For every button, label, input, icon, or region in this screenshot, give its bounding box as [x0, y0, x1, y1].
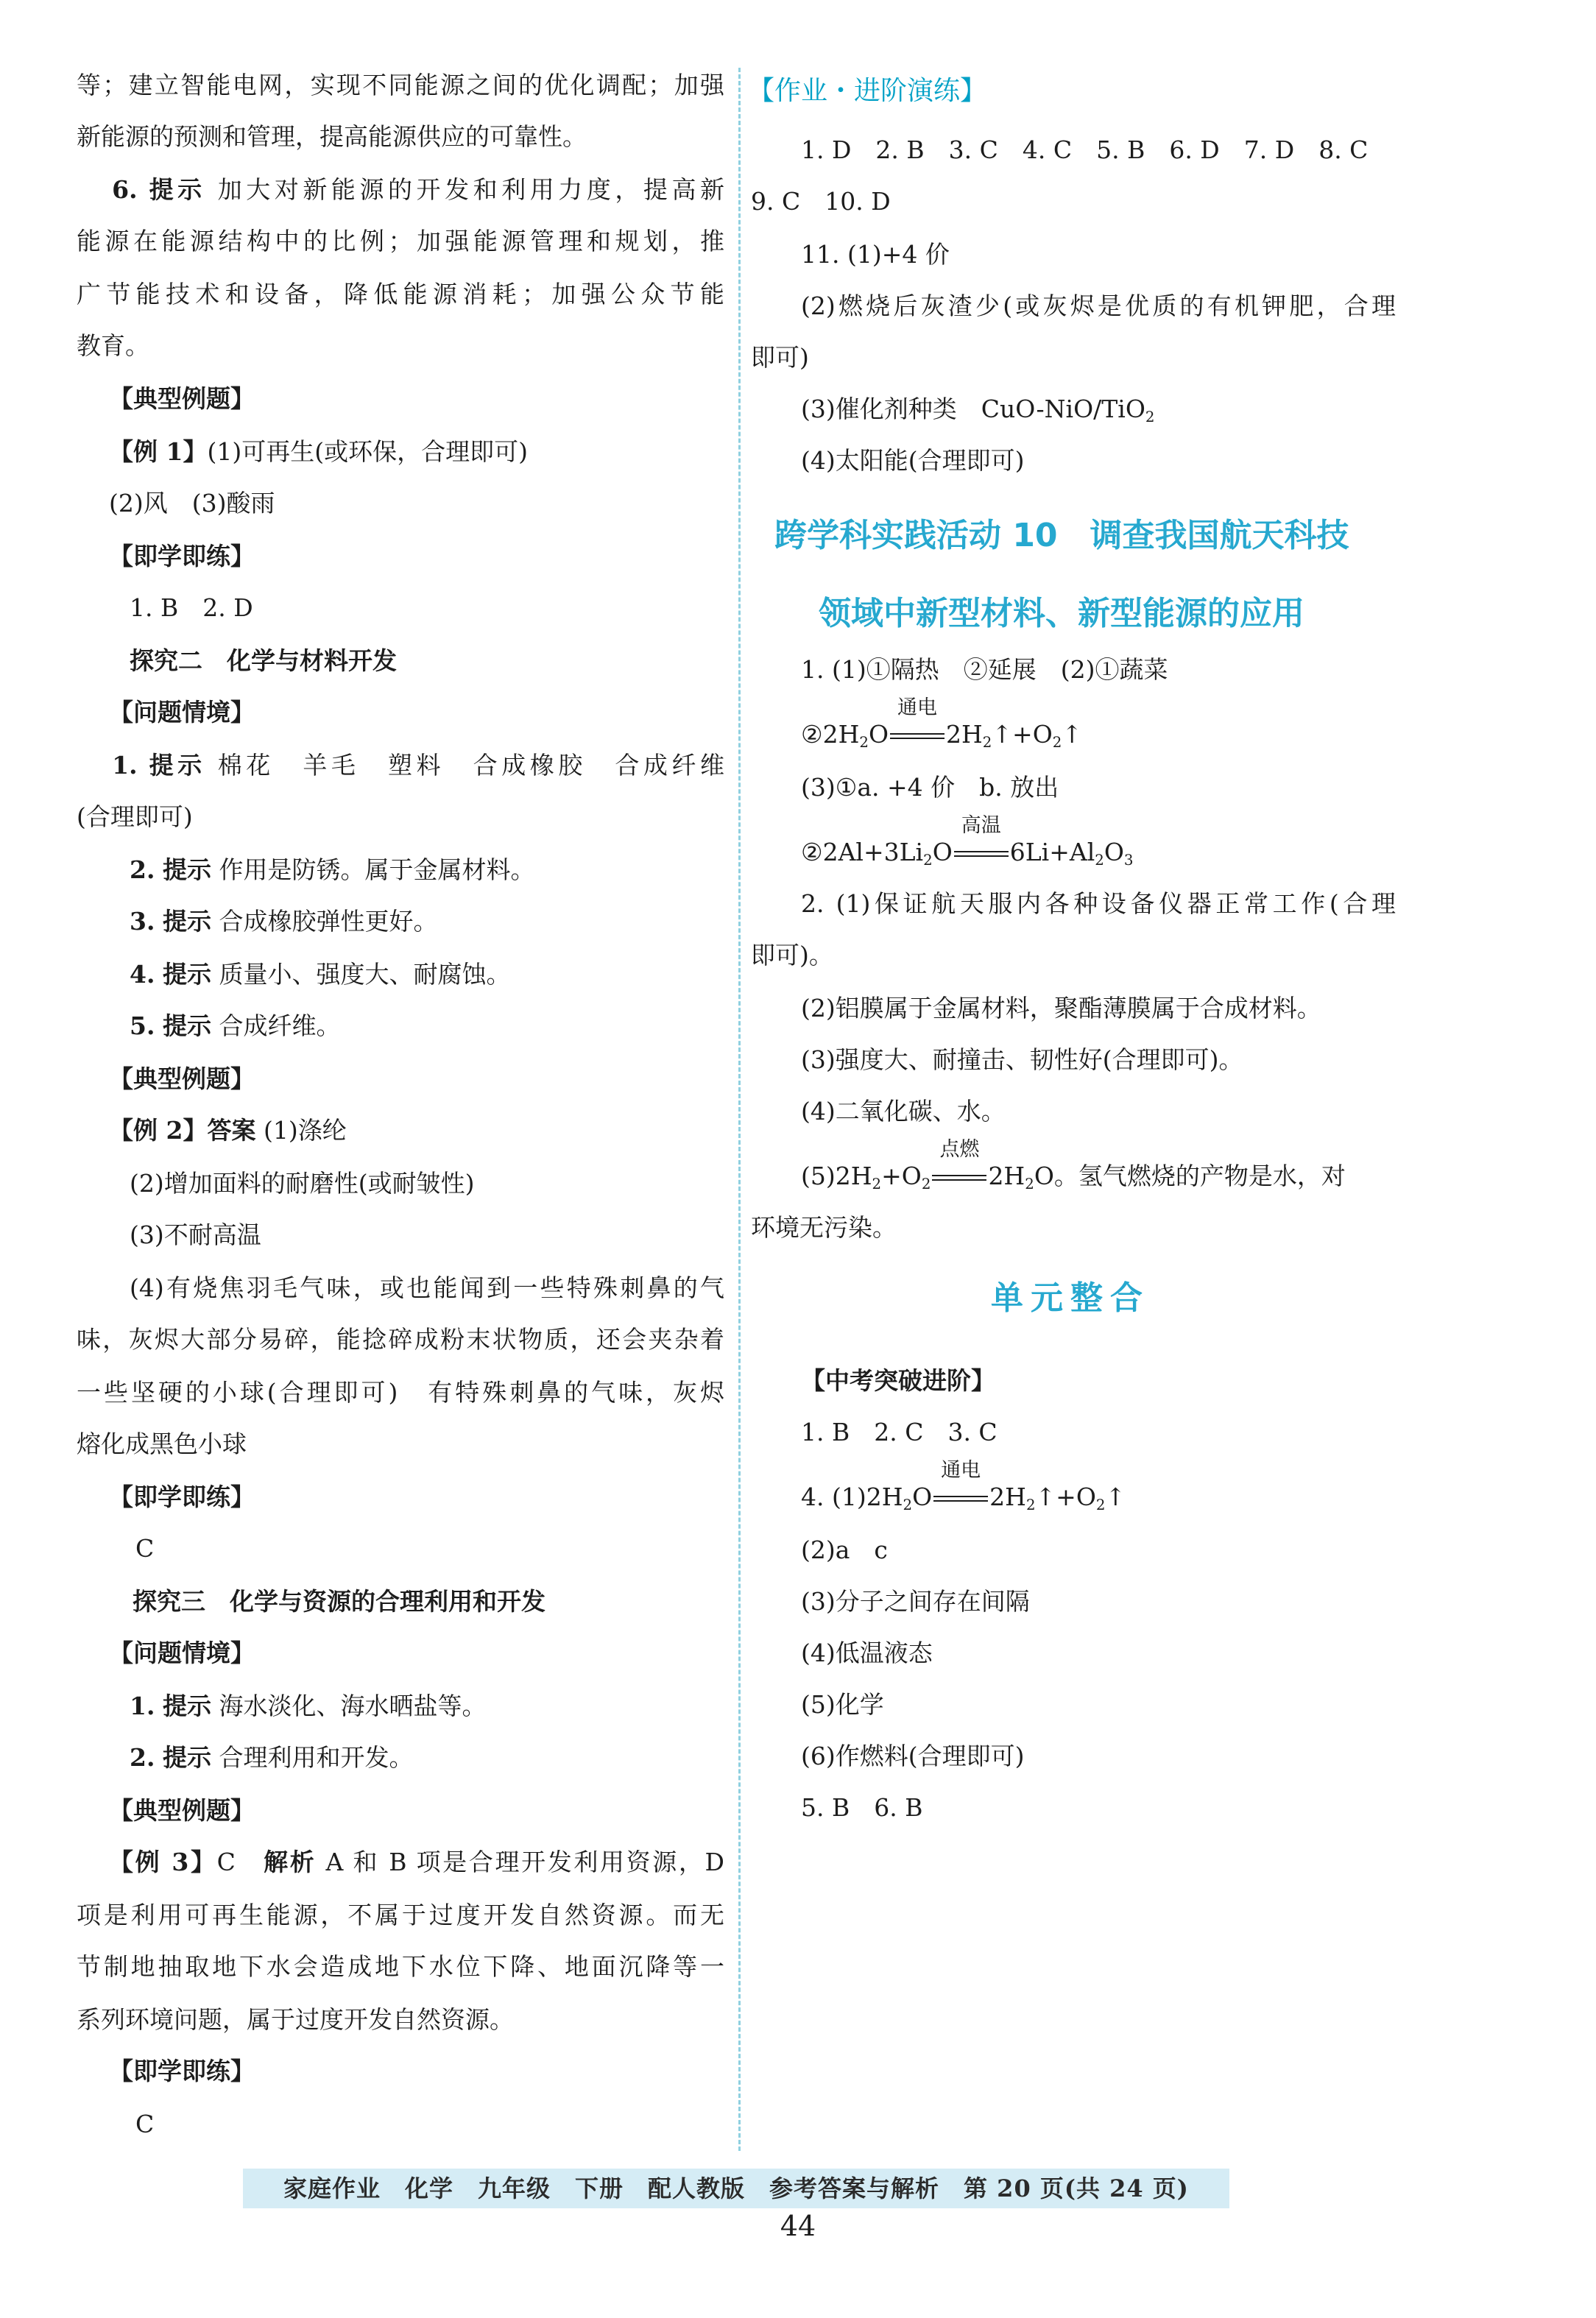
- answer-line: 5. B 6. B: [801, 1793, 923, 1822]
- answer-line: (2)a c: [801, 1536, 888, 1564]
- item-number: 2.: [130, 1743, 155, 1772]
- reaction-condition: [932, 1459, 989, 1512]
- activity-title-line-1: 跨学科实践活动 10 调查我国航天科技: [774, 517, 1349, 554]
- section-heading: 【典型例题】: [109, 1064, 255, 1093]
- eq-part: O: [1104, 838, 1124, 866]
- reaction-condition: [889, 696, 946, 749]
- answer-line: (3)分子之间存在间隔: [801, 1587, 1030, 1616]
- eq-part: ↑: [1105, 1483, 1126, 1511]
- hint-tag: 提示: [162, 907, 211, 936]
- answer-line: (2)铝膜属于金属材料，聚酯薄膜属于合成材料。: [801, 994, 1321, 1022]
- answer-text: (4)有烧焦羽毛气味，或也能闻到一些特殊刺鼻的气: [130, 1273, 724, 1302]
- answer-text: 1. D 2. B 3. C 4. C 5. B 6. D 7. D 8. C: [801, 135, 1369, 164]
- answer-text: (1)可再生(或环保，合理即可): [207, 437, 528, 466]
- answer-text: (3)不耐高温: [130, 1220, 261, 1249]
- eq-part: ②2H: [801, 720, 860, 749]
- hint-text: 合成纤维。: [219, 1011, 341, 1040]
- answer-line: 2. (1)保证航天服内各种设备仪器正常工作(合理: [801, 889, 1396, 918]
- hint-3: [130, 907, 437, 936]
- hint-tag: 提示: [162, 1743, 211, 1772]
- hint-tag: 提示: [162, 1692, 211, 1720]
- eq-part: 2H: [989, 1483, 1026, 1511]
- item-number: 2.: [130, 855, 155, 884]
- hint-4: [130, 960, 510, 989]
- eq-part: O: [932, 838, 953, 866]
- equation: $②2H_2O$ 通电 $2H_2↑+O_2↑$: [801, 696, 1082, 751]
- section-heading: 【即学即练】: [109, 1483, 255, 1511]
- answer-text: (2)增加面料的耐磨性(或耐皱性): [130, 1169, 475, 1198]
- section-heading: 【即学即练】: [109, 2057, 255, 2085]
- hint-5: [130, 1011, 340, 1041]
- answer-line: (4)二氧化碳、水。: [801, 1097, 1006, 1126]
- answer-line: 1. B 2. C 3. C: [801, 1418, 998, 1446]
- footer-text: 家庭作业 化学 九年级 下册 配人教版 参考答案与解析 第 20 页(共 24 页): [283, 2174, 1189, 2202]
- hint-6: [77, 175, 724, 205]
- condition-text: 通电: [897, 696, 938, 719]
- text-line: 教育。: [77, 331, 149, 360]
- equation: $(5)2H_2+O_2$ 点燃 $2H_2O$。氢气燃烧的产物是水，对: [801, 1138, 1346, 1192]
- hint-1: [130, 1692, 486, 1721]
- hint-tag: 提示: [162, 855, 211, 884]
- eq-part: ↑+O: [992, 720, 1053, 749]
- analysis-tag: 解析: [264, 1848, 317, 1876]
- eq-part: +O: [881, 1162, 922, 1190]
- answer-text: 1. B 2. D: [130, 593, 253, 622]
- item-number: 1.: [112, 751, 138, 780]
- item-number: 4.: [130, 960, 155, 989]
- condition-text: 点燃: [939, 1138, 980, 1161]
- section-heading: 【典型例题】: [109, 1796, 255, 1825]
- item-number: 5.: [130, 1011, 155, 1040]
- item-number: 6.: [112, 175, 138, 204]
- explore-heading: 探究二 化学与材料开发: [130, 646, 397, 675]
- answer-text: C: [135, 2110, 155, 2138]
- homework-heading: 【作业・进阶演练】: [748, 76, 987, 106]
- column-divider: [738, 68, 741, 2151]
- eq-part: 4. (1)2H: [801, 1483, 903, 1511]
- answer-line: 环境无污染。: [751, 1213, 897, 1242]
- hint-text: 合理利用和开发。: [219, 1743, 414, 1772]
- text-line: 广节能技术和设备，降低能源消耗；加强公众节能: [77, 280, 724, 308]
- answer-text: 一些坚硬的小球(合理即可) 有特殊刺鼻的气味，灰烬: [77, 1378, 724, 1407]
- answer-tag: 答案: [207, 1116, 256, 1145]
- answer-line: 即可): [751, 343, 809, 372]
- eq-part: ②2Al+3Li: [801, 838, 924, 866]
- hint-tag: 提示: [162, 960, 211, 989]
- analysis-text: 节制地抽取地下水会造成地下水位下降、地面沉降等一: [77, 1952, 724, 1981]
- eq-part: O: [912, 1483, 933, 1511]
- answer-text: (3)催化剂种类 CuO-NiO/TiO: [801, 395, 1145, 423]
- eq-part: ↑+O: [1035, 1483, 1096, 1511]
- analysis-text: A 和 B 项是合理开发利用资源，D: [325, 1848, 724, 1876]
- answer-line: 即可)。: [751, 941, 833, 969]
- item-number: 1.: [130, 1692, 155, 1720]
- answer-text: C: [135, 1534, 155, 1563]
- analysis-text: 系列环境问题，属于过度开发自然资源。: [77, 2005, 514, 2034]
- section-heading: 【问题情境】: [109, 698, 255, 727]
- subscript: 2: [1145, 409, 1155, 425]
- hint-tag: 提示: [162, 1011, 211, 1040]
- answer-text: (2)风 (3)酸雨: [109, 489, 275, 517]
- section-heading: 【即学即练】: [109, 542, 255, 570]
- explore-heading: 探究三 化学与资源的合理利用和开发: [133, 1587, 545, 1616]
- answer-line: (2)燃烧后灰渣少(或灰烬是优质的有机钾肥，合理: [801, 291, 1396, 320]
- footer-banner: [243, 2169, 1229, 2208]
- answer-text: C: [216, 1848, 236, 1876]
- equation: $②2Al+3Li_2O$ 高温 $6Li+Al_2O_3$: [801, 814, 1134, 869]
- hint-tag: 提示: [149, 751, 206, 780]
- example-tag: 【例 2】: [109, 1116, 208, 1145]
- hint-text: 海水淡化、海水晒盐等。: [219, 1692, 487, 1720]
- text-line: 新能源的预测和管理，提高能源供应的可靠性。: [77, 122, 587, 151]
- answer-line: (4)低温液态: [801, 1639, 933, 1667]
- answer-line: (5)化学: [801, 1690, 884, 1719]
- example-tag: 【例 1】: [109, 437, 208, 466]
- activity-title-line-2: 领域中新型材料、新型能源的应用: [819, 595, 1304, 632]
- example-tag: 【例 3】: [109, 1848, 217, 1876]
- text-line: (合理即可): [77, 802, 193, 831]
- answer-line: [801, 395, 1154, 432]
- answer-line: (3)强度大、耐撞击、韧性好(合理即可)。: [801, 1045, 1243, 1074]
- hint-text: 作用是防锈。属于金属材料。: [219, 855, 535, 884]
- eq-part: O。氢气燃烧的产物是水，对: [1034, 1162, 1346, 1190]
- answer-line: (3)①a. +4 价 b. 放出: [801, 773, 1059, 802]
- text-line: 等；建立智能电网，实现不同能源之间的优化调配；加强: [77, 71, 724, 99]
- hint-2: [130, 855, 534, 885]
- analysis-text: 项是利用可再生能源，不属于过度开发自然资源。而无: [77, 1901, 724, 1929]
- hint-2: [130, 1743, 413, 1773]
- answer-line: 1. (1)①隔热 ②延展 (2)①蔬菜: [801, 655, 1168, 684]
- answer-line: 9. C 10. D: [751, 187, 891, 216]
- eq-part: 2H: [946, 720, 983, 749]
- condition-text: 通电: [941, 1459, 981, 1482]
- hint-text: 合成橡胶弹性更好。: [219, 907, 438, 936]
- reaction-condition: [953, 814, 1010, 867]
- eq-part: ↑: [1062, 720, 1082, 749]
- hint-1: [77, 751, 724, 780]
- equation: 4. $(1)2H_2O$ 通电 $2H_2↑+O_2↑$: [801, 1459, 1126, 1513]
- answer-text: 味，灰烬大部分易碎，能捻碎成粉末状物质，还会夹杂着: [77, 1325, 724, 1354]
- hint-tag: 提示: [149, 175, 206, 204]
- unit-summary-title: 单元整合: [991, 1279, 1150, 1317]
- example-1: [109, 437, 528, 467]
- section-heading: 【问题情境】: [109, 1639, 255, 1667]
- item-number: 3.: [130, 907, 155, 936]
- answer-text: 熔化成黑色小球: [77, 1430, 247, 1458]
- reaction-condition: [931, 1138, 988, 1191]
- condition-text: 高温: [961, 814, 1001, 837]
- eq-part: 6Li+Al: [1009, 838, 1095, 866]
- answer-line: (6)作燃料(合理即可): [801, 1742, 1025, 1770]
- answer-line: (4)太阳能(合理即可): [801, 446, 1025, 475]
- eq-part: O: [868, 720, 889, 749]
- answer-line: 11. (1)+4 价: [801, 240, 950, 269]
- eq-part: 2H: [988, 1162, 1025, 1190]
- hint-text: 加大对新能源的开发和利用力度，提高新: [217, 175, 725, 204]
- hint-text: 棉花 羊毛 塑料 合成橡胶 合成纤维: [217, 751, 725, 780]
- eq-part: (5)2H: [801, 1162, 872, 1190]
- page-number: 44: [780, 2210, 816, 2242]
- answer-text: (1)涤纶: [263, 1116, 347, 1145]
- section-heading: 【典型例题】: [109, 384, 255, 413]
- section-heading: 【中考突破进阶】: [801, 1366, 995, 1395]
- example-3: [109, 1848, 724, 1877]
- hint-text: 质量小、强度大、耐腐蚀。: [219, 960, 511, 989]
- example-2: [109, 1116, 347, 1145]
- text-line: 能源在能源结构中的比例；加强能源管理和规划，推: [77, 227, 724, 255]
- answer-line: [801, 135, 1368, 165]
